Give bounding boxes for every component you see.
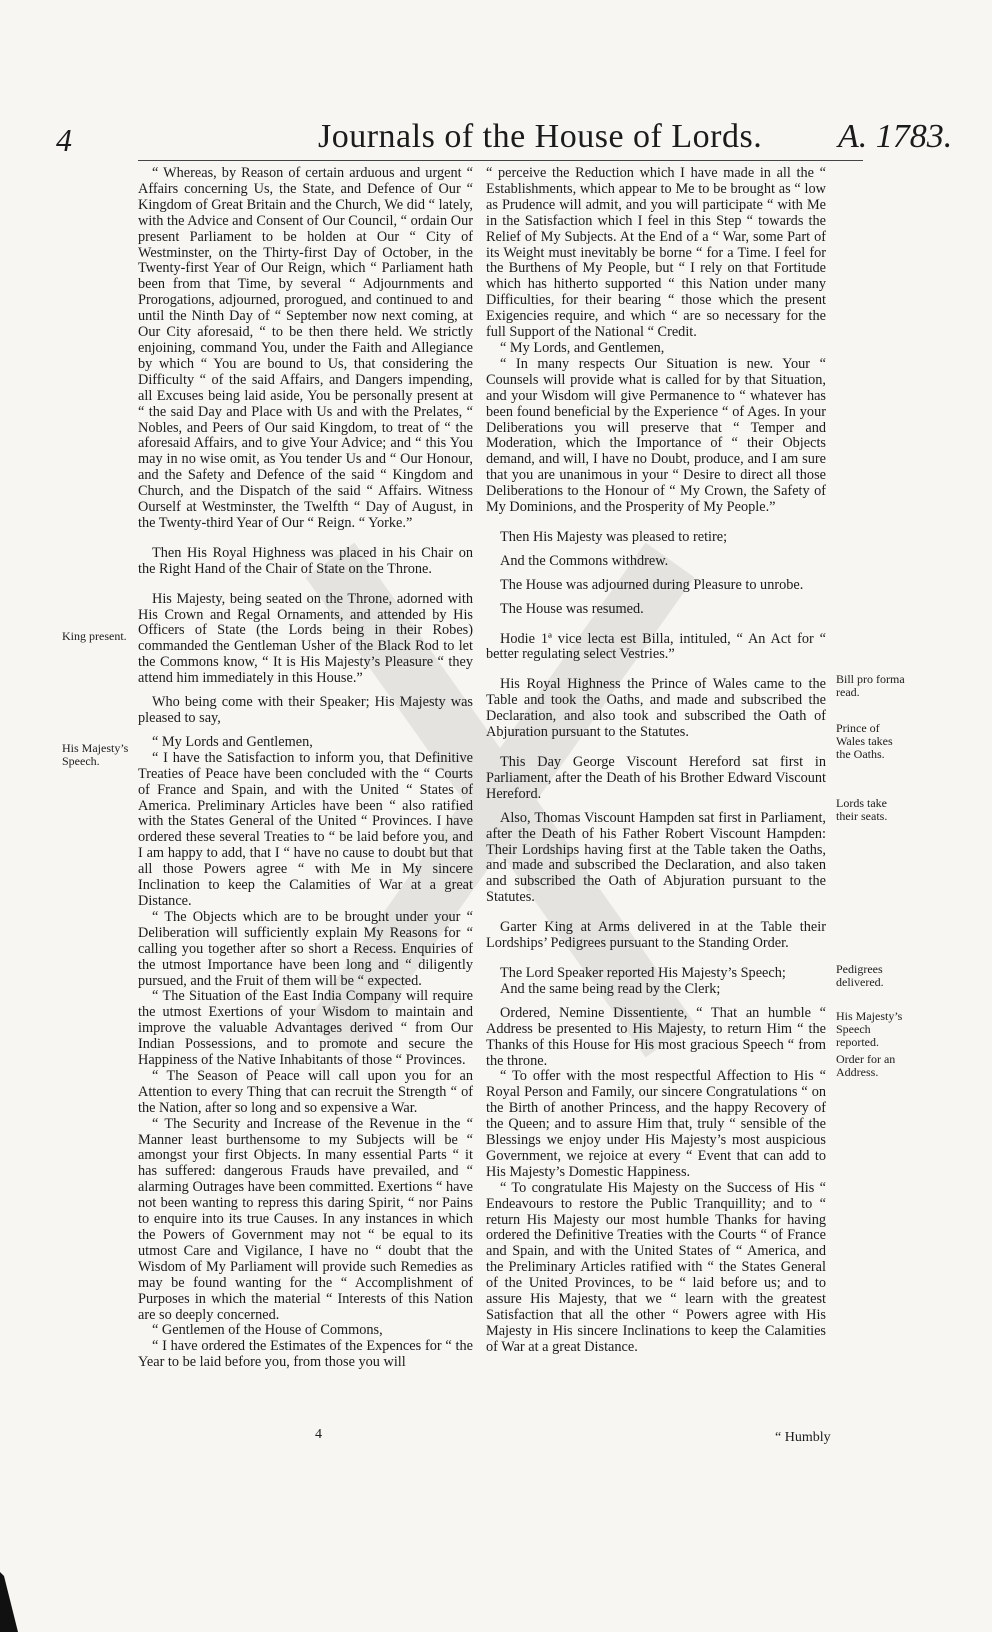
margin-note-lords: Lords take their seats.	[836, 796, 888, 823]
ordered-para: Ordered, Nemine Dissentiente, “ That an humble “ Address be presented to His Majesty, to return Him “ the Thanks of this House for His most gracious Speech “ from the throne.	[486, 1004, 826, 1069]
speech-para-1: “ I have the Satisfaction to inform you, that Definitive Treaties of Peace have been concluded with the “ Courts of France and Spain, and with the United “ States of America. Preliminary Articles have been “ also ratified with the States General of the United “ Provinces. I have ordered these several Treaties to “ be laid before you, and I am happy to add, that I “ have no cause to doubt but that all those Powers agree “ with Me in My sincere Inclination to keep the Calamities of War at a great Distance.	[138, 749, 473, 909]
bill-para: Hodie 1ª vice lecta est Billa, intituled, “ An Act for “ better regulating select Vestries.”	[486, 630, 826, 663]
margin-note-pedigrees: Pedigrees delivered.	[836, 962, 884, 989]
footer-page-number: 4	[315, 1427, 322, 1442]
journal-title: Journals of the House of Lords.	[318, 118, 763, 155]
speech-para-6-cont: “ perceive the Reduction which I have made in all the “ Establishments, which appear to Me to be brought as “ low as Prudence will admit, and you will participate “ with Me in the Satisfaction which I feel in this Step “ towards the Relief of My Subjects. At the End of a “ War, some Part of its Weight must inevitably be borne “ for a Time. I feel for the Burthens of My People, but “ I rely on that Fortitude which has hitherto supported “ this Nation under many Difficulties, for their bearing “ those which the present Exigencies require, and which “ are so necessary for the full Support of the National “ Credit.	[486, 165, 826, 341]
margin-note-king-present: King present.	[62, 629, 127, 643]
garter-para: Garter King at Arms delivered in at the Table their Lordships’ Pedigrees pursuant to the Standing Order.	[486, 919, 826, 952]
retire-line: Then His Majesty was pleased to retire;	[500, 528, 728, 545]
journal-year: A. 1783.	[838, 118, 953, 155]
commons-heading: “ Gentlemen of the House of Commons,	[152, 1322, 383, 1339]
margin-note-bill: Bill pro forma read.	[836, 672, 905, 699]
speaker-para: Who being come with their Speaker; His Majesty was pleased to say,	[138, 694, 473, 726]
speech-para-6: “ I have ordered the Estimates of the Expences for “ the Year to be laid before you, from those you will	[138, 1338, 473, 1371]
page-number: 4	[56, 122, 72, 158]
margin-note-prince: Prince of Wales takes the Oaths.	[836, 721, 893, 761]
margin-note-reported: His Majesty’s Speech reported.	[836, 1009, 903, 1049]
speech-para-3: “ The Situation of the East India Company will require the utmost Exertions of your Wisdom to maintain and improve the valuable Advantages derived “ from Our Indian Possessions, and to promote and secure the Happiness of the Native Inhabitants of those “ Provinces.	[138, 988, 473, 1069]
speech-para-7: “ In many respects Our Situation is new. Your “ Counsels will provide what is called for by that Situation, and your Wisdom will give Permanence to “ whatever has been found beneficial by the Experience “ of Ages. In your Deliberations you will preserve that “ Temper and Moderation, which the Importance of “ their Objects demand, and will, I have no Doubt, produce, and I am sure that you are unanimous in your “ Desire to direct all those Deliberations to the Honour of “ My Crown, the Safety of My Dominions, and the Prosperity of My People.”	[486, 355, 826, 516]
address-heading: “ My Lords and Gentlemen,	[152, 733, 313, 750]
right-column	[486, 166, 826, 1356]
header-rule	[138, 160, 863, 161]
resumed-line: The House was resumed.	[500, 600, 644, 617]
speech-para-4: “ The Season of Peace will call upon you for an Attention to every Thing that can recruit the Strength “ of the Nation, after so long and so expensive a War.	[138, 1067, 473, 1116]
reported-line-2: And the same being read by the Clerk;	[500, 980, 721, 997]
speech-para-5: “ The Security and Increase of the Revenue in the “ Manner least burthensome to my Subjects will be “ amongst your first Objects. In many essential Parts “ it has suffered: dangerous Frauds have prevailed, and “ alarming Outrages have been committed. Exertions “ have not been wanting to repress this daring Spirit, “ nor Pains to enquire into its true Causes. In any instances in which the Powers of Government may not “ be equal to its utmost Care and Vigilance, I have no “ doubt that the Wisdom of My Parliament will provide such Remedies as may be found wanting for the “ Accomplishment of Purposes in which the material “ Interests of this Nation are so deeply concerned.	[138, 1115, 473, 1323]
hereford-para: This Day George Viscount Hereford sat first in Parliament, after the Death of his Brother Edward Viscount Hereford.	[486, 754, 826, 802]
royal-highness-para: Then His Royal Highness was placed in his Chair on the Right Hand of the Chair of State on the Throne.	[138, 544, 473, 577]
catchword: “ Humbly	[775, 1430, 831, 1445]
speech-para-2: “ The Objects which are to be brought under your “ Deliberation will sufficiently explain My Reasons for “ calling you together after so short a Recess. Enquiries of the utmost Importance have been long and “ diligently pursued, and the Fruit of them will be “ expected.	[138, 908, 473, 989]
adjourned-line: The House was adjourned during Pleasure to unrobe.	[500, 576, 804, 593]
address-para-1: “ To offer with the most respectful Affection to His “ Royal Person and Family, our sincere Congratulations “ on the Birth of another Princess, and the happy Recovery of the Queen; and to assure Him that, truly “ sensible of the Blessings we enjoy under His Majesty’s most auspicious Government, we rejoice at every “ Event that can add to His Majesty’s Domestic Happiness.	[486, 1068, 826, 1180]
hampden-para: Also, Thomas Viscount Hampden sat first in Parliament, after the Death of his Father Robert Viscount Hampden: Their Lordships having first at the Table taken the Oaths, and made and subscribed the Declaration, and also taken and subscribed the Oath of Abjuration pursuant to the Statutes.	[486, 809, 826, 906]
king-present-para: His Majesty, being seated on the Throne, adorned with His Crown and Regal Ornaments, and attended by His Officers of State (the Lords being in their Robes) commanded the Gentleman Usher of the Black Rod to let the Commons know, “ It is His Majesty’s Pleasure “ they attend him immediately in this House.”	[138, 590, 473, 687]
reported-line-1: The Lord Speaker reported His Majesty’s Speech;	[500, 964, 786, 981]
margin-note-majesty-speech: His Majesty’s Speech.	[62, 741, 129, 768]
margin-note-order: Order for an Address.	[836, 1052, 896, 1079]
lords-heading: “ My Lords, and Gentlemen,	[500, 339, 665, 356]
address-para-2: “ To congratulate His Majesty on the Success of His “ Endeavours to restore the Public Tranquillity; and to “ return His Majesty our most humble Thanks for having ordered the Definitive Treaties with the Courts “ of France and Spain, and with the United States of “ America, and the Preliminary Articles ratified with “ the States General of the United Provinces, to be “ laid before us; and to assure His Majesty, that we “ learn with the greatest Satisfaction that all the other “ Powers agree with His Majesty in His sincere Inclinations to keep the Calamities of War at a great Distance.	[486, 1179, 826, 1355]
corner-mark	[0, 1572, 18, 1632]
left-column	[138, 166, 473, 1371]
writ-text: “ Whereas, by Reason of certain arduous and urgent “ Affairs concerning Us, the State, and Defence of Our “ Kingdom of Great Britain and the Church, We did “ lately, with the Advice and Consent of Our Council, “ ordain Our present Parliament to be holden at Our “ City of Westminster, on the Thirty-first Day of October, in the Twenty-first Year of Our Reign, which “ Parliament hath been from that Time, by several “ Adjournments and Prorogations, adjourned, prorogued, and continued to and until the Ninth Day of “ September now next coming, at Our City aforesaid, “ to be then there held. We strictly enjoining, command You, under the Faith and Allegiance by which “ You are bound to Us, that considering the Difficulty “ of the said Affairs, and Dangers impending, all Excuses being laid aside, You be personally present at “ the said Day and Place with Us and with the Prelates, “ Nobles, and Peers of Our said Kingdom, to treat of “ the aforesaid Affairs, and to give Your Advice; and “ this You may in no wise omit, as You tender Us and “ Our Honour, and the Safety and Defence of the said “ Kingdom and Church, and the Dispatch of the said “ Affairs. Witness Ourself at Westminster, the Twelfth “ Day of August, in the Twenty-third Year of Our “ Reign. “ Yorke.”	[138, 165, 473, 531]
withdrew-line: And the Commons withdrew.	[500, 552, 669, 569]
prince-para: His Royal Highness the Prince of Wales came to the Table and took the Oaths, and made and subscribed the Declaration, and also took and subscribed the Oath of Abjuration pursuant to the Statutes.	[486, 676, 826, 741]
